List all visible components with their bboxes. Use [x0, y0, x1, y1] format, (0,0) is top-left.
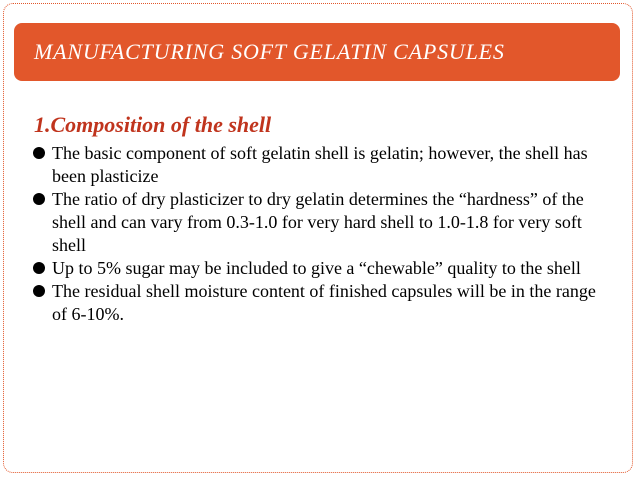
bullet-item — [30, 142, 610, 188]
slide-content — [30, 112, 610, 326]
bullet-text: The basic component of soft gelatin shell is gelatin; however, the shell has been plasticize — [52, 143, 588, 186]
bullet-icon — [33, 147, 45, 159]
bullet-item — [30, 257, 610, 280]
bullet-item — [30, 188, 610, 257]
bullet-text: The residual shell moisture content of finished capsules will be in the range of 6-10%. — [52, 281, 596, 324]
slide-title: MANUFACTURING SOFT GELATIN CAPSULES — [34, 39, 505, 64]
bullet-icon — [33, 285, 45, 297]
bullet-icon — [33, 262, 45, 274]
section-heading: 1.Composition of the shell — [34, 112, 272, 137]
title-bar — [14, 23, 620, 81]
bullet-text: The ratio of dry plasticizer to dry gelatin determines the “hardness” of the shell and can vary from 0.3-1.0 for very hard shell to 1.0-1.8 for very soft shell — [52, 189, 584, 255]
bullet-icon — [33, 193, 45, 205]
bullet-list — [30, 142, 610, 326]
bullet-text: Up to 5% sugar may be included to give a “chewable” quality to the shell — [52, 258, 581, 278]
bullet-item — [30, 280, 610, 326]
